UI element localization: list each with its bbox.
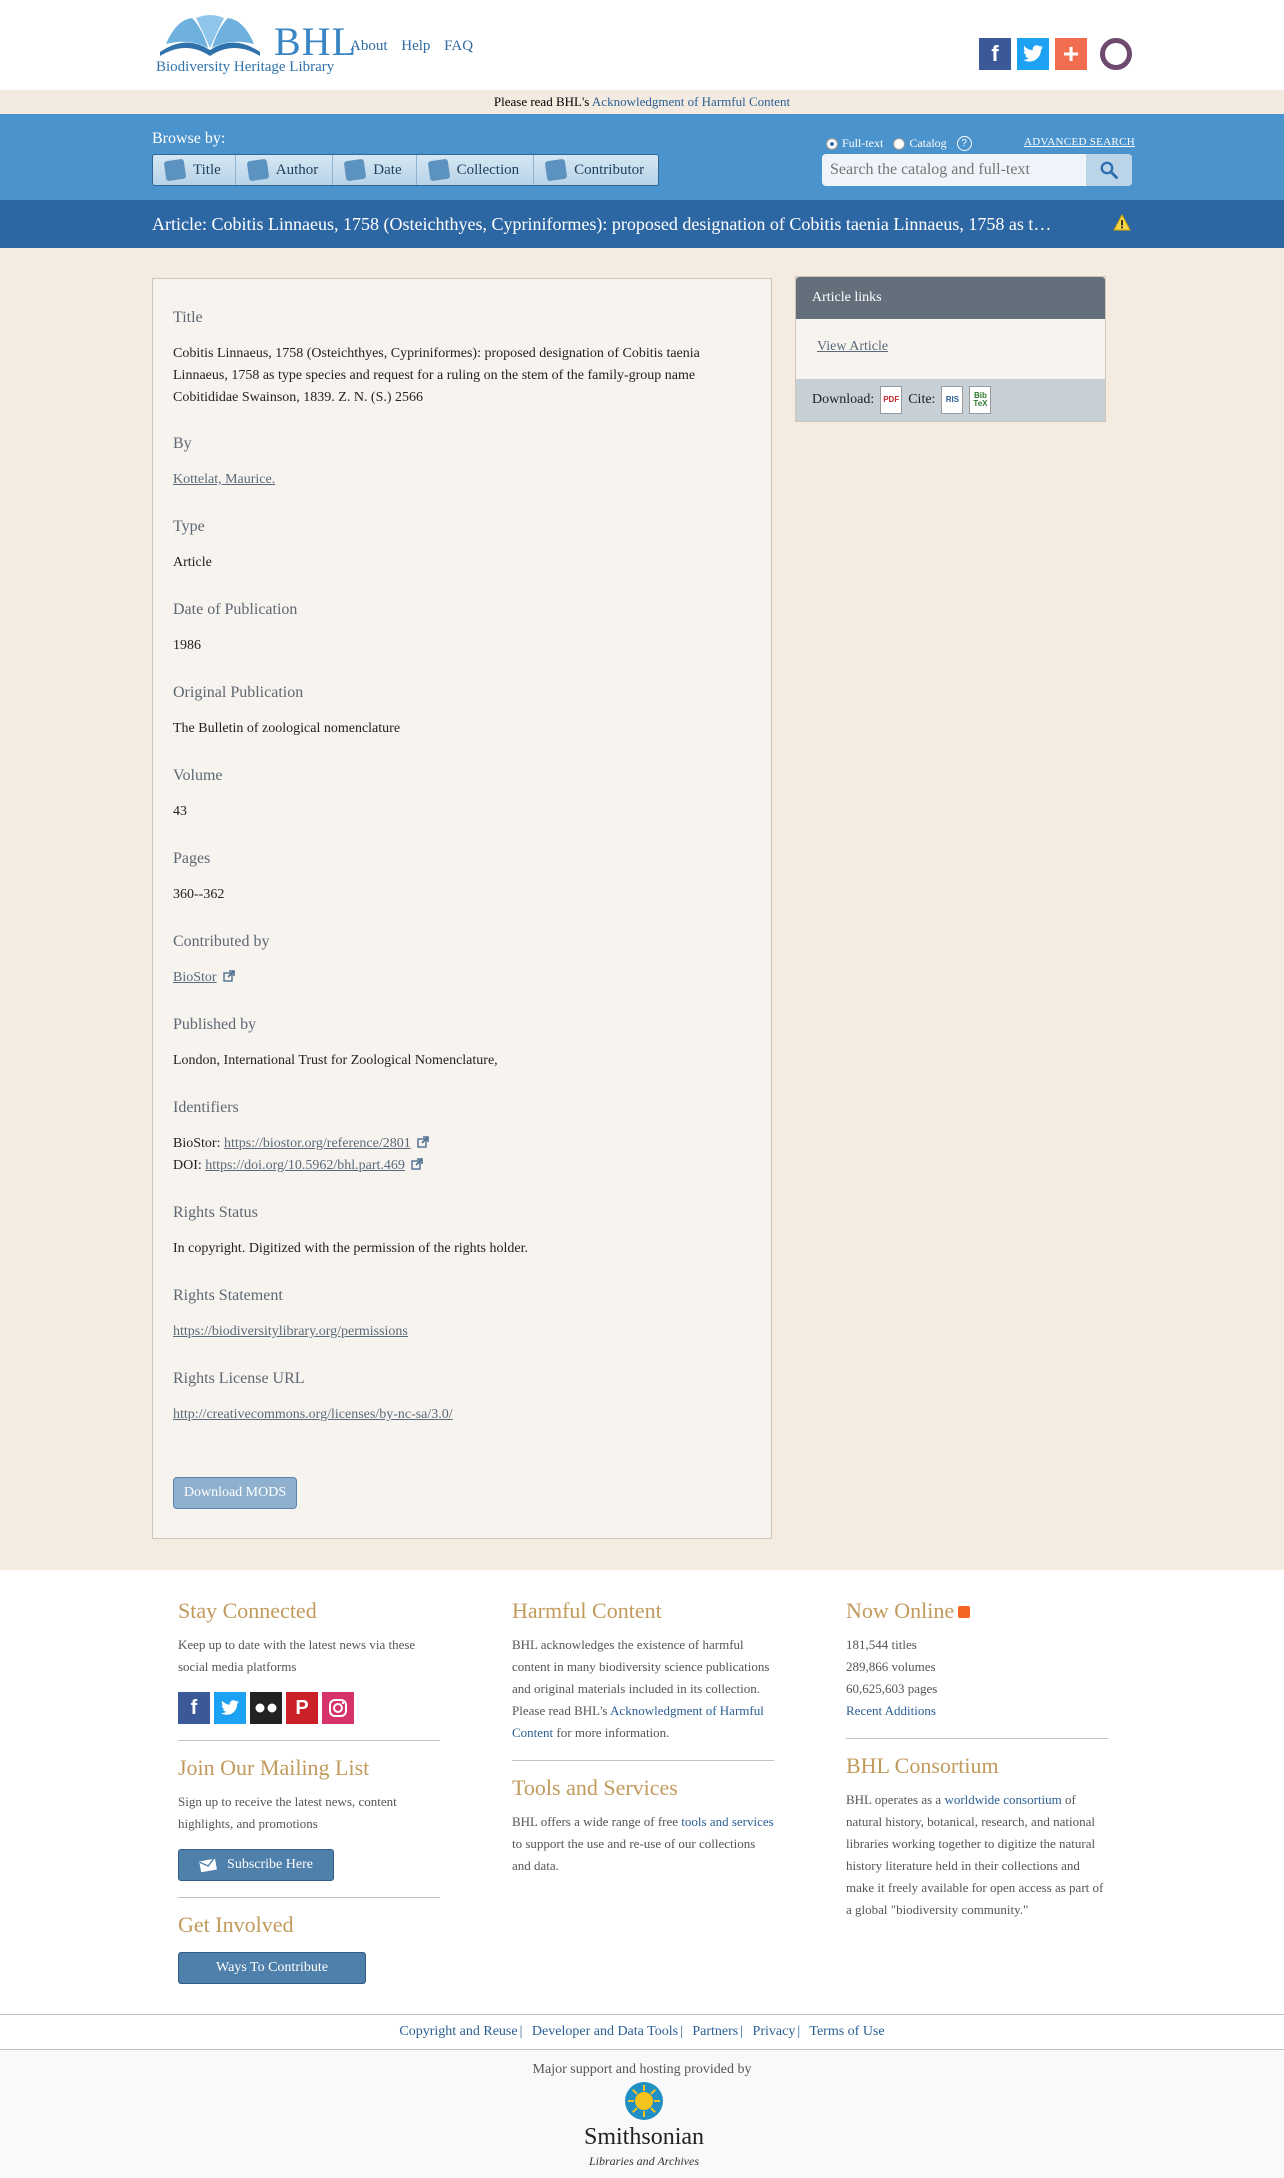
ris-icon[interactable]: RIS bbox=[941, 386, 963, 414]
tools-heading: Tools and Services bbox=[512, 1775, 678, 1800]
bottom-links: Copyright and Reuse | Developer and Data Tools | Partners | Privacy | Terms of Use bbox=[0, 2014, 1284, 2050]
field-label: Type bbox=[173, 518, 205, 535]
book-logo-icon bbox=[156, 14, 264, 56]
divider bbox=[178, 1740, 440, 1741]
article-links-panel bbox=[795, 276, 1106, 422]
share-plus-icon[interactable]: + bbox=[1055, 38, 1087, 70]
field-label: Rights Status bbox=[173, 1204, 258, 1221]
field-pages bbox=[173, 850, 753, 906]
field-value: The Bulletin of zoological nomenclature bbox=[173, 721, 401, 736]
external-link-icon bbox=[417, 1136, 429, 1148]
field-original-publication bbox=[173, 684, 753, 740]
biostor-link[interactable]: BioStor bbox=[173, 970, 217, 985]
harmful-text-part: for more information. bbox=[556, 1725, 670, 1740]
field-label: By bbox=[173, 435, 192, 452]
field-type bbox=[173, 518, 753, 574]
copyright-link[interactable]: Copyright and Reuse bbox=[399, 2024, 518, 2039]
field-label: Rights Statement bbox=[173, 1287, 283, 1304]
harmful-content-text bbox=[512, 1634, 774, 1744]
footer-col-harmful bbox=[512, 1598, 774, 1877]
field-label: Contributed by bbox=[173, 933, 270, 950]
support-text: Major support and hosting provided by bbox=[532, 2062, 752, 2077]
field-identifiers bbox=[173, 1099, 753, 1177]
bibtex-icon[interactable]: Bib TeX bbox=[969, 386, 991, 414]
field-rights-statement bbox=[173, 1287, 753, 1343]
footer-col-online bbox=[846, 1598, 1108, 1921]
author-icon bbox=[247, 159, 270, 182]
footer-col-connect bbox=[178, 1598, 440, 1984]
article-heading: Article: Cobitis Linnaeus, 1758 (Osteichthyes, Cypriniformes): proposed designation of Cobitis taenia Linnaeus, 1758 as t… bbox=[152, 214, 1052, 234]
ways-to-contribute-button[interactable]: Ways To Contribute bbox=[178, 1952, 366, 1984]
tools-text-part: to support the use and re-use of our collections and data. bbox=[512, 1836, 756, 1873]
field-label: Identifiers bbox=[173, 1099, 239, 1116]
field-value: Cobitis Linnaeus, 1758 (Osteichthyes, Cypriniformes): proposed designation of Cobitis taenia Linnaeus, 1758 as type species and request for a ruling on the stem of the family-group name Cobitididae Swainson, 1839. Z. N. (S.) 2566 bbox=[173, 346, 700, 405]
browse-title-label: Title bbox=[193, 161, 221, 178]
field-date bbox=[173, 601, 753, 657]
nav-about[interactable]: About bbox=[350, 38, 388, 54]
divider bbox=[512, 1760, 774, 1761]
envelope-icon bbox=[199, 1858, 217, 1872]
notice-link[interactable]: Acknowledgment of Harmful Content bbox=[591, 94, 791, 109]
doi-prefix: DOI: bbox=[173, 1158, 202, 1173]
browse-collection-label: Collection bbox=[456, 161, 520, 178]
download-label: Download: bbox=[812, 392, 875, 407]
field-published-by bbox=[173, 1016, 753, 1072]
browse-title-button[interactable] bbox=[153, 155, 236, 185]
rss-icon[interactable] bbox=[958, 1606, 970, 1618]
notice-text: Please read BHL's bbox=[493, 94, 590, 109]
search-mode-radios bbox=[826, 136, 972, 151]
browse-author-button[interactable] bbox=[236, 155, 334, 185]
divider bbox=[846, 1738, 1108, 1739]
developer-tools-link[interactable]: Developer and Data Tools bbox=[531, 2024, 679, 2039]
browse-button-group bbox=[152, 154, 659, 186]
instagram-icon[interactable] bbox=[322, 1692, 354, 1724]
consortium-heading: BHL Consortium bbox=[846, 1753, 999, 1778]
stay-connected-text: Keep up to date with the latest news via these social media platforms bbox=[178, 1637, 416, 1674]
fulltext-radio[interactable] bbox=[826, 138, 838, 150]
volumes-count: 289,866 volumes bbox=[846, 1659, 936, 1674]
stay-connected-heading: Stay Connected bbox=[178, 1598, 317, 1623]
top-nav bbox=[350, 38, 483, 55]
social-icons bbox=[178, 1692, 440, 1724]
pages-count: 60,625,603 pages bbox=[846, 1681, 938, 1696]
browse-contributor-label: Contributor bbox=[574, 161, 645, 178]
bhl-logo[interactable] bbox=[156, 14, 357, 80]
catalog-radio[interactable] bbox=[893, 138, 905, 150]
view-article-link[interactable]: View Article bbox=[817, 339, 889, 354]
field-label: Date of Publication bbox=[173, 601, 298, 618]
divider bbox=[178, 1897, 440, 1898]
browse-collection-button[interactable] bbox=[417, 155, 535, 185]
cite-label: Cite: bbox=[908, 392, 936, 407]
smithsonian-name: Smithsonian bbox=[584, 2124, 705, 2150]
field-by bbox=[173, 435, 753, 491]
titles-count: 181,544 titles bbox=[846, 1637, 917, 1652]
biostor-prefix: BioStor: bbox=[173, 1136, 221, 1151]
now-online-heading bbox=[846, 1598, 1108, 1624]
warning-icon[interactable] bbox=[1113, 214, 1131, 232]
download-mods-button[interactable]: Download MODS bbox=[173, 1477, 297, 1509]
harmful-content-notice bbox=[0, 90, 1284, 114]
mailing-list-heading: Join Our Mailing List bbox=[178, 1755, 370, 1780]
search-input[interactable] bbox=[822, 154, 1086, 186]
collection-icon bbox=[427, 159, 450, 182]
pdf-icon[interactable]: PDF bbox=[880, 386, 902, 414]
field-value: Article bbox=[173, 555, 212, 570]
consortium-text-part: BHL operates as a bbox=[846, 1792, 942, 1807]
external-link-icon bbox=[411, 1158, 423, 1170]
browse-date-label: Date bbox=[373, 161, 402, 178]
license-link[interactable]: http://creativecommons.org/licenses/by-nc-sa/3.0/ bbox=[173, 1407, 453, 1422]
search-button[interactable] bbox=[1086, 154, 1132, 186]
biostor-url-link[interactable]: https://biostor.org/reference/2801 bbox=[223, 1136, 411, 1151]
consortium-text bbox=[846, 1789, 1108, 1921]
circle-logo-icon[interactable] bbox=[1100, 38, 1132, 70]
title-icon bbox=[164, 159, 187, 182]
harmful-text-part: BHL acknowledges the existence of harmful content in many biodiversity science publications and original materials included in its collection. Please read BHL's bbox=[512, 1637, 770, 1718]
sun-icon bbox=[625, 2082, 663, 2120]
search-icon bbox=[1100, 161, 1118, 179]
field-label: Title bbox=[173, 309, 203, 326]
browse-date-button[interactable] bbox=[333, 155, 416, 185]
partners-link[interactable]: Partners bbox=[692, 2024, 739, 2039]
author-link[interactable]: Kottelat, Maurice. bbox=[173, 472, 276, 487]
field-label: Published by bbox=[173, 1016, 257, 1033]
now-online-label: Now Online bbox=[846, 1598, 955, 1623]
subscribe-label: Subscribe Here bbox=[227, 1857, 313, 1872]
browse-contributor-button[interactable] bbox=[534, 155, 658, 185]
field-value: 1986 bbox=[173, 638, 201, 653]
field-volume bbox=[173, 767, 753, 823]
date-icon bbox=[344, 159, 367, 182]
twitter-icon[interactable] bbox=[1017, 38, 1049, 70]
privacy-link[interactable]: Privacy bbox=[752, 2024, 796, 2039]
field-label: Rights License URL bbox=[173, 1370, 305, 1387]
get-involved-heading: Get Involved bbox=[178, 1912, 294, 1937]
recent-additions-link[interactable]: Recent Additions bbox=[846, 1703, 936, 1718]
browse-author-label: Author bbox=[275, 161, 319, 178]
site-header bbox=[0, 0, 1284, 90]
logo-text: BHL bbox=[274, 19, 357, 64]
mailing-list-text: Sign up to receive the latest news, content highlights, and promotions bbox=[178, 1794, 397, 1831]
rights-statement-link[interactable]: https://biodiversitylibrary.org/permissions bbox=[173, 1324, 408, 1339]
field-label: Volume bbox=[173, 767, 223, 784]
terms-link[interactable]: Terms of Use bbox=[809, 2024, 885, 2039]
article-details-card bbox=[152, 278, 772, 1539]
nav-faq[interactable]: FAQ bbox=[444, 38, 474, 54]
smithsonian-subtitle: Libraries and Archives bbox=[589, 2154, 699, 2168]
harmful-content-link[interactable]: Acknowledgment of Harmful Content bbox=[512, 1703, 764, 1740]
field-value: 360--362 bbox=[173, 887, 225, 902]
field-value: 43 bbox=[173, 804, 187, 819]
article-links-heading: Article links bbox=[796, 277, 1105, 319]
field-rights-status bbox=[173, 1204, 753, 1260]
search-box bbox=[822, 154, 1132, 186]
consortium-text-part: of natural history, botanical, research, and national libraries working together to digitize the natural history literature held in their collections and make it freely available for open access as part of a global "biodiversity community." bbox=[846, 1792, 1104, 1917]
catalog-radio-label: Catalog bbox=[909, 136, 947, 150]
field-title bbox=[173, 309, 753, 409]
site-footer bbox=[0, 1570, 1284, 2014]
advanced-search-link[interactable]: ADVANCED SEARCH bbox=[1024, 136, 1135, 148]
fulltext-radio-label: Full-text bbox=[842, 136, 884, 150]
pinterest-icon[interactable]: P bbox=[286, 1692, 318, 1724]
field-contributed-by bbox=[173, 933, 753, 989]
subscribe-button[interactable] bbox=[178, 1849, 334, 1881]
harmful-content-heading: Harmful Content bbox=[512, 1598, 662, 1623]
flickr-icon[interactable] bbox=[250, 1692, 282, 1724]
field-value: London, International Trust for Zoological Nomenclature, bbox=[173, 1053, 498, 1068]
support-section bbox=[0, 2050, 1284, 2178]
external-link-icon bbox=[223, 970, 235, 982]
tools-link[interactable]: tools and services bbox=[681, 1814, 774, 1829]
field-label: Pages bbox=[173, 850, 211, 867]
facebook-icon[interactable]: f bbox=[979, 38, 1011, 70]
field-license-url bbox=[173, 1370, 753, 1426]
article-title-bar bbox=[0, 200, 1284, 248]
logo-subtitle: Biodiversity Heritage Library bbox=[156, 59, 335, 75]
nav-help[interactable]: Help bbox=[401, 38, 431, 54]
twitter-icon[interactable] bbox=[214, 1692, 246, 1724]
browse-bar bbox=[0, 114, 1284, 200]
facebook-icon[interactable]: f bbox=[178, 1692, 210, 1724]
online-stats bbox=[846, 1634, 1108, 1722]
help-question-icon[interactable]: ? bbox=[957, 136, 972, 151]
contributor-icon bbox=[545, 159, 568, 182]
field-label: Original Publication bbox=[173, 684, 304, 701]
smithsonian-logo[interactable] bbox=[584, 2082, 704, 2174]
social-share bbox=[979, 38, 1087, 70]
tools-text bbox=[512, 1811, 774, 1877]
field-value: In copyright. Digitized with the permission of the rights holder. bbox=[173, 1241, 528, 1256]
tools-text-part: BHL offers a wide range of free bbox=[512, 1814, 679, 1829]
consortium-link[interactable]: worldwide consortium bbox=[944, 1792, 1062, 1807]
download-cite-row bbox=[796, 379, 1105, 421]
browse-label: Browse by: bbox=[152, 130, 226, 147]
doi-link[interactable]: https://doi.org/10.5962/bhl.part.469 bbox=[205, 1158, 405, 1173]
